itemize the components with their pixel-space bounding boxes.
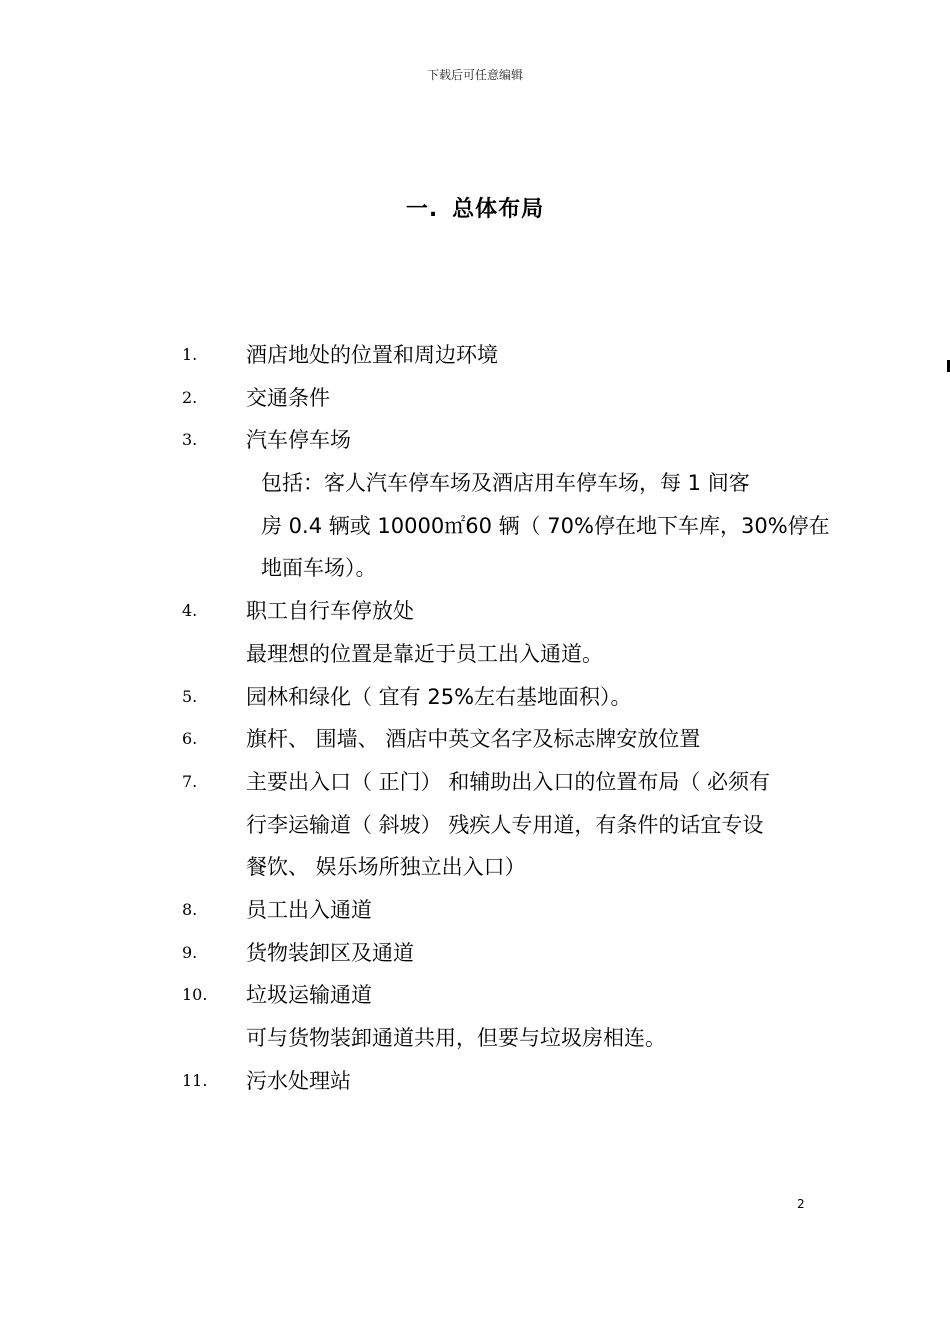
list-item-number: 2. xyxy=(182,387,198,407)
page-number: 2 xyxy=(797,1197,805,1211)
list-item xyxy=(0,505,950,548)
list-item-number: 6. xyxy=(182,729,198,749)
list-item-text: 酒店地处的位置和周边环境 xyxy=(246,343,498,367)
list-item-text: 垃圾运输通道 xyxy=(246,983,372,1008)
list-item-text: 园林和绿化（ 宜有 25%左右基地面积）。 xyxy=(246,684,632,709)
item-list xyxy=(0,334,950,1102)
list-item xyxy=(0,419,950,462)
list-item xyxy=(0,761,950,804)
list-item-text: 员工出入通道 xyxy=(246,897,372,922)
list-item-text: 主要出入口（ 正门） 和辅助出入口的位置布局（ 必须有 xyxy=(246,769,771,794)
list-item-text: 地面车场）。 xyxy=(261,556,377,581)
list-item xyxy=(0,377,950,420)
list-item xyxy=(0,846,950,889)
list-item-text: 货物装卸区及通道 xyxy=(246,940,414,965)
list-item-text: 旗杆、 围墙、 酒店中英文名字及标志牌安放位置 xyxy=(246,727,701,752)
list-item-number: 7. xyxy=(182,771,198,791)
list-item-number: 3. xyxy=(182,430,198,450)
list-item xyxy=(0,1017,950,1060)
list-item-text: 可与货物装卸通道共用，但要与垃圾房相连。 xyxy=(246,1026,666,1050)
list-item xyxy=(0,974,950,1017)
list-item-text: 汽车停车场 xyxy=(246,428,351,453)
list-item-number: 5. xyxy=(182,686,198,706)
list-item-text: 交通条件 xyxy=(246,385,330,410)
list-item xyxy=(0,889,950,932)
list-item xyxy=(0,334,950,377)
list-item-text: 最理想的位置是靠近于员工出入通道。 xyxy=(246,641,603,666)
list-item xyxy=(0,547,950,590)
list-item xyxy=(0,932,950,975)
list-item-text: 餐饮、 娱乐场所独立出入口） xyxy=(246,855,526,880)
list-item-text: 行李运输道（ 斜坡） 残疾人专用道，有条件的话宜专设 xyxy=(246,812,764,837)
list-item xyxy=(0,633,950,676)
list-item xyxy=(0,676,950,719)
list-item-number: 8. xyxy=(182,899,198,919)
section-title xyxy=(0,192,950,223)
list-item xyxy=(0,462,950,505)
list-item-text: 包括：客人汽车停车场及酒店用车停车场，每 1 间客 xyxy=(261,471,750,496)
list-item xyxy=(0,1060,950,1103)
list-item-number: 1. xyxy=(182,345,198,364)
list-item-number: 4. xyxy=(182,601,198,621)
list-item-text: 污水处理站 xyxy=(246,1068,351,1093)
list-item-number: 9. xyxy=(182,942,198,962)
list-item-text: 职工自行车停放处 xyxy=(246,599,414,624)
list-item xyxy=(0,590,950,633)
header-note: 下载后可任意编辑 xyxy=(426,68,523,82)
list-item xyxy=(0,718,950,761)
list-item xyxy=(0,804,950,847)
section-title-number: 一. xyxy=(405,197,439,222)
list-item-text: 房 0.4 辆或 10000㎡60 辆（ 70%停在地下车库，30%停在 xyxy=(261,513,830,538)
list-item-number: 10. xyxy=(182,985,208,1005)
list-item-number: 11. xyxy=(182,1070,208,1090)
section-title-text: 总体布局 xyxy=(452,197,545,222)
